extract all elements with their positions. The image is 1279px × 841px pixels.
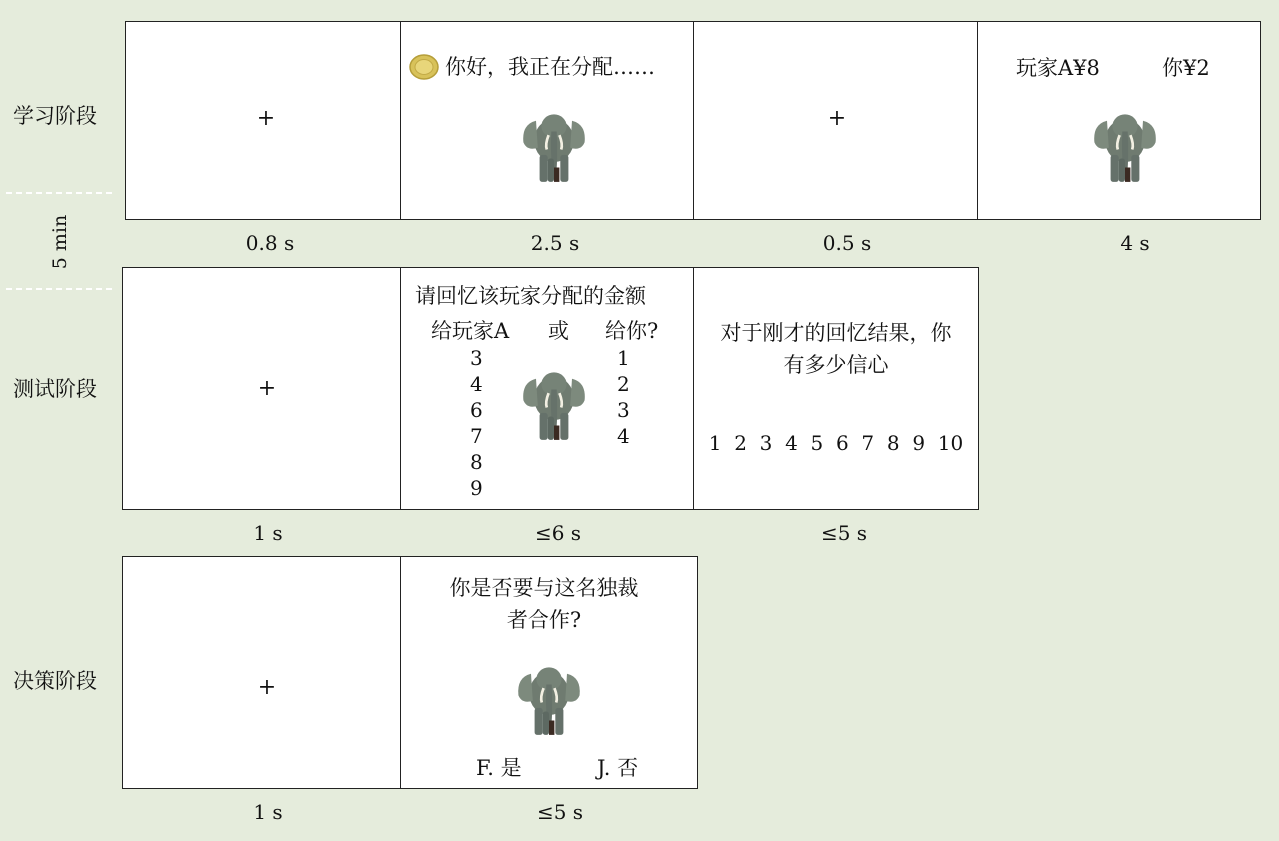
- confidence-scale: 1 2 3 4 5 6 7 8 9 10: [708, 431, 964, 455]
- option-value: 8: [470, 450, 483, 474]
- duration-label: ≤6 s: [534, 521, 582, 545]
- option-value: 3: [617, 398, 630, 422]
- yes-option: F. 是: [476, 756, 522, 780]
- duration-label: 0.5 s: [822, 231, 872, 255]
- learning-fixation-screen: [125, 21, 402, 220]
- test-fixation-screen: [122, 267, 402, 510]
- learning-fixation-screen-2: [693, 21, 979, 220]
- to-player-label: 给玩家A: [431, 319, 510, 343]
- decision-question-line2: 者合作?: [506, 608, 582, 632]
- divider-test: [6, 288, 112, 290]
- option-value: 7: [470, 424, 483, 448]
- elephant-icon: [518, 104, 590, 186]
- decision-fixation-screen: [122, 556, 402, 789]
- decision-question-line1: 你是否要与这名独裁: [449, 576, 639, 600]
- stage-label-decision: 决策阶段: [13, 669, 97, 693]
- stage-label-learning: 学习阶段: [13, 104, 97, 128]
- divider-learning-test: [6, 192, 112, 194]
- block-duration-label: 5 min: [49, 214, 71, 270]
- duration-label: 4 s: [1120, 231, 1150, 255]
- elephant-icon: [513, 657, 585, 739]
- option-value: 3: [470, 346, 483, 370]
- recall-prompt: 请回忆该玩家分配的金额: [415, 284, 646, 308]
- duration-label: 1 s: [253, 800, 283, 824]
- confidence-prompt-line2: 有多少信心: [783, 353, 889, 377]
- outcome-player-text: 玩家A¥8: [1016, 56, 1100, 80]
- fixation-cross: +: [257, 376, 277, 401]
- confidence-prompt-line1: 对于刚才的回忆结果，你: [720, 321, 952, 345]
- fixation-cross: +: [827, 106, 847, 131]
- option-value: 9: [470, 476, 483, 500]
- coin-icon: [409, 54, 439, 80]
- you-amount-options: [617, 345, 630, 449]
- elephant-icon: [518, 362, 590, 444]
- stage-label-test: 测试阶段: [13, 377, 97, 401]
- test-recall-screen: [400, 267, 695, 510]
- option-value: 4: [470, 372, 483, 396]
- elephant-icon: [1089, 104, 1161, 186]
- option-value: 4: [617, 424, 630, 448]
- duration-label: ≤5 s: [820, 521, 868, 545]
- greeting-text: 你好，我正在分配……: [445, 55, 655, 79]
- fixation-cross: +: [257, 675, 277, 700]
- decision-choice-screen: [400, 556, 698, 789]
- option-value: 2: [617, 372, 630, 396]
- no-option: J. 否: [597, 756, 639, 780]
- option-value: 1: [617, 346, 630, 370]
- duration-label: 2.5 s: [530, 231, 580, 255]
- learning-greeting-screen: [400, 21, 695, 220]
- test-confidence-screen: [693, 267, 979, 510]
- duration-label: 1 s: [253, 521, 283, 545]
- option-value: 6: [470, 398, 483, 422]
- to-you-label: 给你?: [605, 319, 659, 343]
- fixation-cross: +: [256, 106, 276, 131]
- duration-label: 0.8 s: [245, 231, 295, 255]
- or-label: 或: [548, 319, 569, 343]
- duration-label: ≤5 s: [536, 800, 584, 824]
- player-amount-options: [470, 345, 483, 501]
- outcome-you-text: 你¥2: [1162, 56, 1210, 80]
- learning-outcome-screen: [977, 21, 1261, 220]
